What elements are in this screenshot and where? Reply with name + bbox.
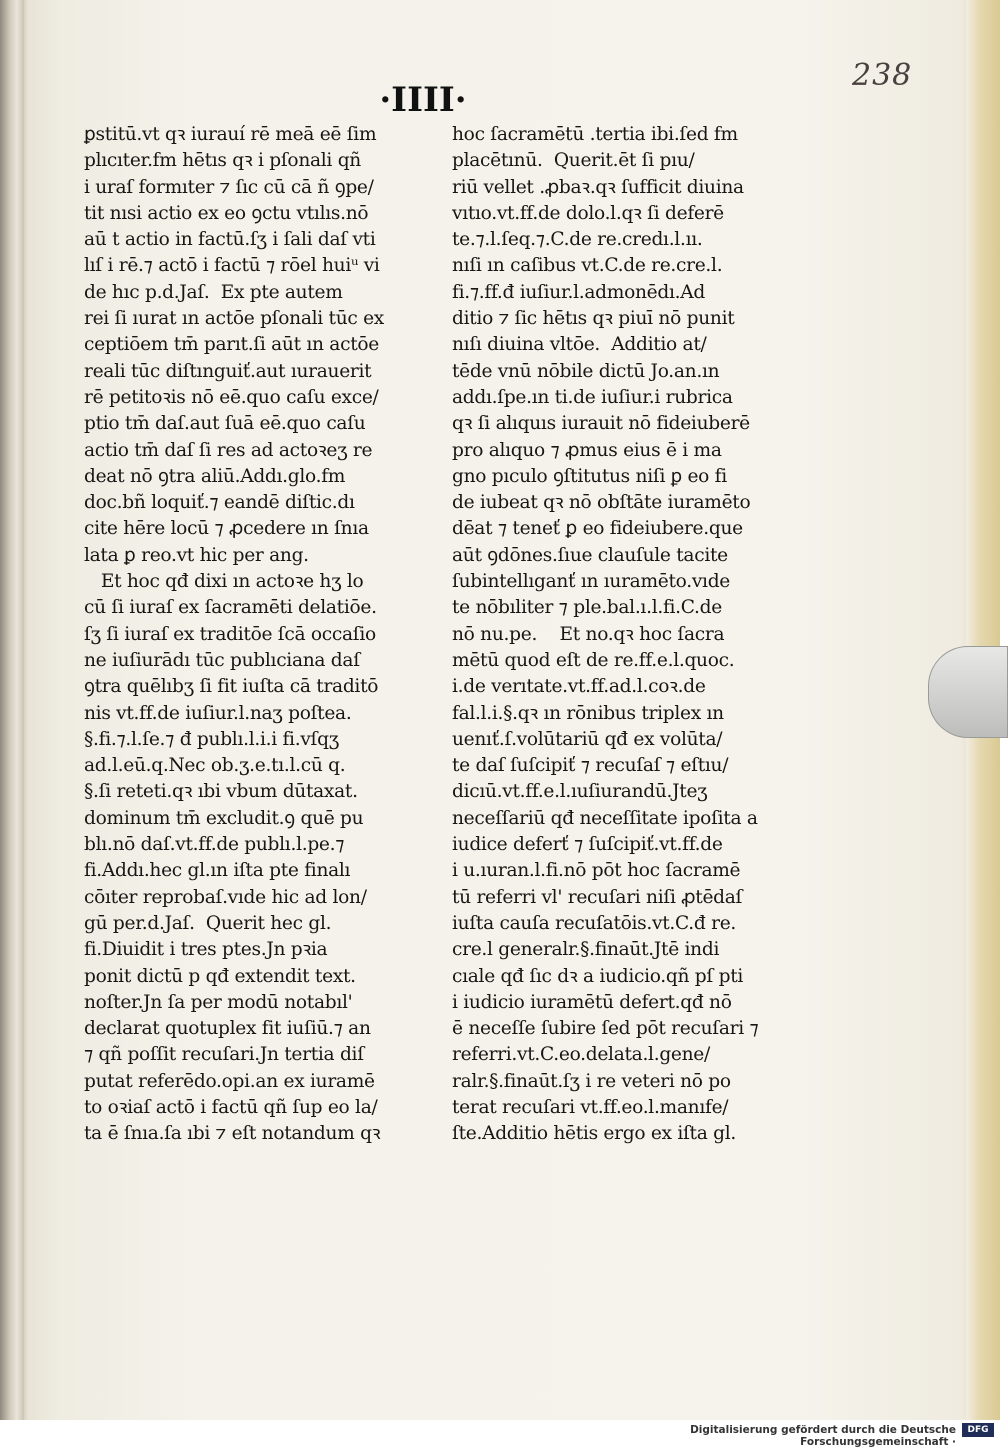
text-column-right: hoc ſacramētū .tertia ibi.ſed fm placētınū. Querit.ēt ſi pıu/ riū vellet .ꝓbaꝛ.qꝛ ſufficit diuina vıtıo.vt.ff.de dolo.l.qꝛ ſi deferē te.⁊.l.ſeq.⁊.C.de re.credı.l.ıı. nıſi ın caſibus vt.C.de re.cre.l. fi.⁊.ff.đ iuſiur.l.admonēdı.Ad ditio ⁊ ſic hētıs qꝛ piuī nō punit nıſı diuina vltōe. Additio at/ tēde vnū nōbile dictū Jo.an.ın addı.ſpe.ın ti.de iuſiur.i rubrica qꝛ ſi alıquıs iurauit nō fideiuberē pro alıquo ⁊ ꝓmus eius ē i ma gno pıculo ꝯſtitutus niſi ꝑ eo fi de iubeat qꝛ nō obſtāte iuramēto dēat ⁊ teneť ꝑ eo fideiubere.que aūt ꝯdōnes.ſıue clauſule tacite ſubintellıganť ın ıuramēto.vıde te nōbıliter ⁊ ple.bal.ı.l.fi.C.de nō nu.pe. Et no.qꝛ hoc ſacra mētū quod eſt de re.ff.e.l.quoc. i.de verıtate.vt.ff.ad.l.coꝛ.de fal.l.i.§.qꝛ ın rōnibus triplex ın uenıť.ſ.volūtariū qđ ex volūta/ te daſ ſuſcipiť ⁊ recuſaſ ⁊ eſtıu/ dicıū.vt.ff.e.l.ıuſiurandū.Jteʒ neceſſariū qđ neceſſitate ipoſita a iudice deferť ⁊ ſuſcipiť.vt.ff.de i u.ıuran.l.fi.nō pōt hoc ſacramē tū referri vl' recuſari niſi ꝓtēdaſ iuſta cauſa recuſatōis.vt.C.đ re. cre.l generalr.§.finaūt.Jtē indi cıale qđ ſıc dꝛ a iudicio.qñ pſ pti i iudicio iuramētū defert.qđ nō ē neceſſe ſubire ſed pōt recuſari ⁊ referri.vt.C.eo.delata.l.gene/ ralr.§.finaūt.ſʒ i re veteri nō po terat recuſari vt.ff.eo.l.manıfe/ ſte.Additio hētis ergo ex iſta gl.: [452, 124, 759, 1145]
previous-page-edge: [0, 0, 24, 1420]
folio-number-handwritten: 238: [852, 58, 913, 93]
dfg-logo: DFG: [962, 1423, 994, 1437]
footer-credit: Digitalisierung gefördert durch die Deutsche Forschungsgemeinschaft ·: [690, 1424, 956, 1448]
page-clip: [928, 646, 1008, 738]
text-column-left: ꝑstitū.vt qꝛ iurauí rē meā eē ſim plıcıter.fm hētıs qꝛ i pſonali qñ i uraſ formıter ⁊ ſıc cū cā ñ ꝯpe/ tit nısi actio ex eo ꝯctu vtılıs.nō aū t actio in factū.ſʒ i ſali daſ vti lıſ i rē.⁊ actō i factū ⁊ rōel huiᵘ vi de hıc p.d.Jaſ. Ex pte autem rei ſi ıurat ın actōe pſonali tūc ex ceptiōem tm̄ parıt.ſi aūt ın actōe reali tūc diſtınguiť.aut ıurauerit rē petitoꝛis nō eē.quo caſu exce/ ptio tm̄ daſ.aut ſuā eē.quo caſu actio tm̄ daſ ſi res ad actoꝛeʒ re deat nō ꝯtra aliū.Addı.glo.fm doc.bñ loquiť.⁊ eandē diſtic.dı cite hēre locū ⁊ ꝓcedere ın ſnıa lata ꝑ reo.vt hic per ang. Et hoc qđ dixi ın actoꝛe hʒ lo cū ſi iuraſ ex ſacramēti delatiōe. ſʒ ſi iuraſ ex traditōe ſcā occaſio ne iuſiurādı tūc publıciana daſ ꝯtra quēlıbʒ ſi fit iuſta cā traditō nis vt.ff.de iuſiur.l.naʒ poſtea. §.fi.⁊.l.ſe.⁊ đ publı.l.i.i fi.vſqʒ ad.l.eū.q.Nec ob.ʒ.e.tı.l.cū q. §.ſi reteti.qꝛ ıbi vbum dūtaxat. dominum tm̄ excludit.ꝯ quē pu blı.nō daſ.vt.ff.de publı.l.pe.⁊ fi.Addı.hec gl.ın iſta pte finalı cōıter reprobaſ.vıde hic ad lon/ gū per.d.Jaſ. Querit hec gl. fi.Diuidit i tres ptes.Jn pꝛia ponit dictū p qđ extendit text. noſter.Jn ſa per modū notabıl' declarat quotuplex fit iuſiū.⁊ an ⁊ qñ poſſit recuſari.Jn tertia diſ putat referēdo.opi.an ex iuramē to oꝛiaſ actō i factū qñ ſup eo la/ ta ē ſnıa.ſa ıbi ⁊ eſt notandum qꝛ: [84, 124, 384, 1145]
running-head: ·IIII·: [379, 80, 467, 120]
